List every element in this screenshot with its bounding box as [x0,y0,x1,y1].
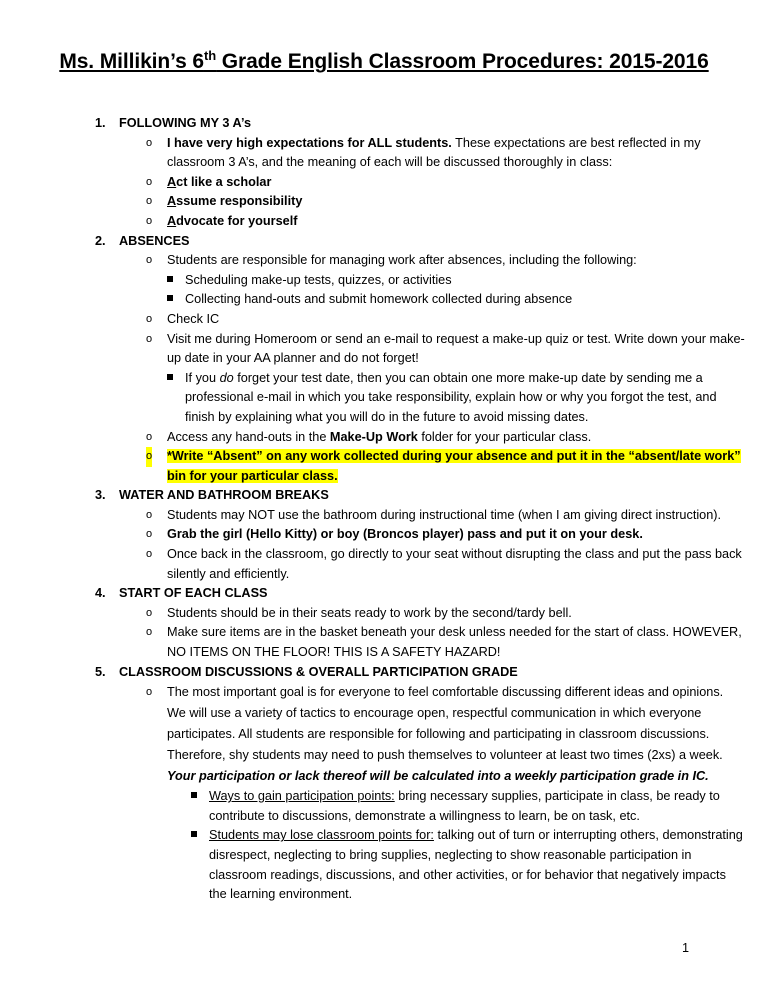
circle-bullet-icon: o [146,606,153,619]
circle-bullet-icon: o [146,175,153,188]
section-following-3as: 1. FOLLOWING MY 3 A’s o I have very high expectations for ALL students. These expectations are best reflected in my classroom 3 A’s, and the meaning of each will be discussed thoroughly in class: o Act like a scholar o Assume responsibility o Advocate for yourself [95,114,745,232]
list-item: o Grab the girl (Hello Kitty) or boy (Broncos player) pass and put it on your desk. [143,525,745,545]
section-heading: ABSENCES [119,233,190,248]
circle-bullet-icon: o [146,508,153,521]
list-item: o Act like a scholar [143,173,745,193]
sub-list-item: Ways to gain participation points: bring necessary supplies, participate in class, be ready to contribute to discussions, demonstrate a willingness to learn, be on task, etc. [191,787,745,826]
circle-bullet-icon: o [146,686,153,699]
sub-list-item: Scheduling make-up tests, quizzes, or activities [167,271,745,291]
section-start-of-class: 4. START OF EACH CLASS o Students should be in their seats ready to work by the second/tardy bell. o Make sure items are in the basket beneath your desk unless needed for the start of class. HOWEVER, NO ITEMS ON THE FLOOR! THIS IS A SAFETY HAZARD! [95,584,745,662]
section-absences: 2. ABSENCES o Students are responsible for managing work after absences, including the following: Scheduling make-up tests, quizzes, or activities Collecting hand-outs and submit homework collected during absence o Check IC o Visit me during Homeroom or send an e-mail to request a make-up quiz or test. Write down your make-up date in your AA planner and do not forget! If you do forget your test date, then you can obtain one more make-up date by sending me a professional e-mail in which you take responsibility, explain how or why you forgot the test, and finish by explaining what you will do in the future to avoid missing dates. o Access any hand-outs in the Make-Up Work folder for your particular class. o *Write “Absent” on any work collected during your absence and put it in the “absent/late work” bin for your particular class. [95,232,745,487]
list-item: o I have very high expectations for ALL students. These expectations are best reflected in my classroom 3 A’s, and the meaning of each will be discussed thoroughly in class: [146,135,701,170]
section-heading: FOLLOWING MY 3 A’s [119,116,252,130]
circle-bullet-icon: o [146,254,153,267]
square-bullet-icon [191,792,197,798]
list-item: o Advocate for yourself [143,212,745,232]
list-item: o Access any hand-outs in the Make-Up Work folder for your particular class. [143,428,745,448]
circle-bullet-icon: o [146,195,153,208]
sub-list-item: Collecting hand-outs and submit homework collected during absence [167,290,745,310]
highlighted-text: *Write “Absent” on any work collected during your absence and put it in the “absent/late work” bin for your particular class. [167,449,741,483]
list-item: o Students should be in their seats ready to work by the second/tardy bell. [143,604,745,624]
section-heading: WATER AND BATHROOM BREAKS [119,488,329,503]
circle-bullet-icon: o [146,447,152,467]
circle-bullet-icon: o [146,528,153,541]
sub-list-item: If you do forget your test date, then you can obtain one more make-up date by sending me a professional e-mail in which you take responsibility, explain how or why you forgot the test, and finish by explaining what you will do in the future to avoid missing dates. [167,369,745,428]
section-heading: CLASSROOM DISCUSSIONS & OVERALL PARTICIPATION GRADE [119,664,518,679]
square-bullet-icon [167,276,173,282]
list-item: o Assume responsibility [143,192,745,212]
circle-bullet-icon: o [146,214,153,227]
circle-bullet-icon: o [146,430,153,443]
section-water-bathroom: 3. WATER AND BATHROOM BREAKS o Students may NOT use the bathroom during instructional time (when I am giving direct instruction). o Grab the girl (Hello Kitty) or boy (Broncos player) pass and put it on your desk. o Once back in the classroom, go directly to your seat without disrupting the class and put the pass back silently and efficiently. [95,486,745,584]
list-item: o Students are responsible for managing work after absences, including the following: [143,251,745,271]
list-item: o Students may NOT use the bathroom during instructional time (when I am giving direct instruction). [143,506,745,526]
list-item: o Once back in the classroom, go directly to your seat without disrupting the class and put the pass back silently and efficiently. [146,547,742,581]
square-bullet-icon [191,831,197,837]
section-heading: START OF EACH CLASS [119,586,268,601]
sub-list-item: Students may lose classroom points for: talking out of turn or interrupting others, demonstrating disrespect, neglecting to bring supplies, neglecting to show reasonable participation in classroom readings, discussions, and other activities, or for behavior that negatively impacts the learning environment. [191,826,745,904]
list-item: o The most important goal is for everyone to feel comfortable discussing different ideas and opinions. We will use a variety of tactics to encourage open, respectful communication in which everyone participates. All students are responsible for following and participating in classroom discussions. Therefore, shy students may need to push themselves to volunteer at least two times (2xs) a week. Your participation or lack thereof will be calculated into a weekly participation grade in IC. [143,682,745,787]
list-item-highlighted [143,447,745,486]
page-title: Ms. Millikin’s 6th Grade English Classroom Procedures: 2015-2016 [59,48,709,73]
circle-bullet-icon: o [146,548,153,561]
list-item: o Check IC [143,310,745,330]
list-item: o Make sure items are in the basket beneath your desk unless needed for the start of class. HOWEVER, NO ITEMS ON THE FLOOR! THIS IS A SAFETY HAZARD! [146,625,742,660]
procedures-list [95,114,745,905]
section-discussions-participation: 5. CLASSROOM DISCUSSIONS & OVERALL PARTICIPATION GRADE o The most important goal is for everyone to feel comfortable discussing different ideas and opinions. We will use a variety of tactics to encourage open, respectful communication in which everyone participates. All students are responsible for following and participating in classroom discussions. Therefore, shy students may need to push themselves to volunteer at least two times (2xs) a week. Your participation or lack thereof will be calculated into a weekly participation grade in IC. Ways to gain participation points: bring necessary supplies, participate in class, be ready to contribute to discussions, demonstrate a willingness to learn, be on task, etc. Students may lose classroom points for: talking out of turn or interrupting others, demonstrating disrespect, neglecting to bring supplies, neglecting to show reasonable participation in classroom readings, discussions, and other activities, or for behavior that negatively impacts the learning environment. [95,663,745,905]
square-bullet-icon [167,295,173,301]
circle-bullet-icon: o [146,626,153,639]
circle-bullet-icon: o [146,312,153,325]
square-bullet-icon [167,374,173,380]
page-number: 1 [682,941,690,955]
list-item: o Visit me during Homeroom or send an e-mail to request a make-up quiz or test. Write down your make-up date in your AA planner and do not forget! [146,331,745,366]
circle-bullet-icon: o [146,136,153,149]
circle-bullet-icon: o [146,332,153,345]
